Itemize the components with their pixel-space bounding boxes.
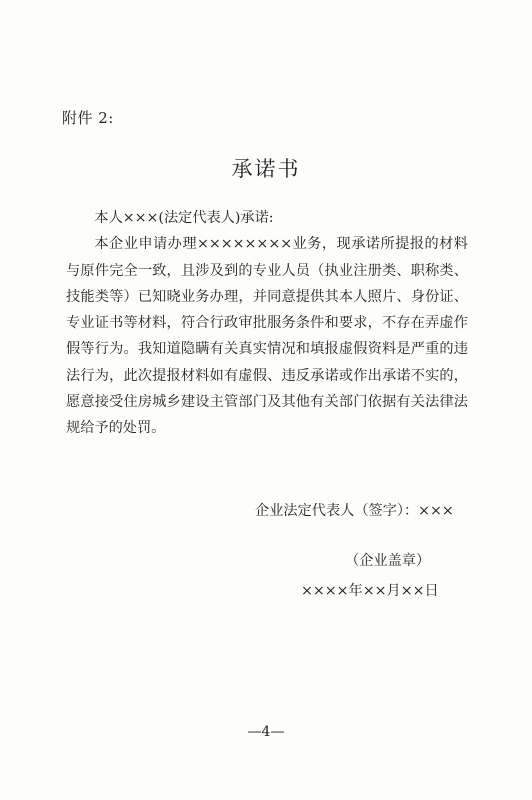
body-paragraph-intro: 本人×××(法定代表人)承诺:	[94, 210, 274, 226]
date-line: ××××年××月××日	[301, 583, 439, 599]
signature-line: 企业法定代表人（签字）：×××	[255, 503, 454, 519]
document-body	[66, 205, 468, 442]
page-number: —4—	[247, 724, 285, 740]
attachment-label: 附件 2:	[62, 109, 114, 127]
seal-line: （企业盖章）	[345, 553, 431, 569]
document-title: 承诺书	[231, 157, 301, 181]
body-paragraph-commitment: 本企业申请办理××××××××业务，现承诺所提报的材料与原件完全一致，且涉及到的专业人员（执业注册类、职称类、技能类等）已知晓业务办理，并同意提供其本人照片、身份证、专业证书等材料，符合行政审批服务条件和要求，不存在弄虚作假等行为。我知道隐瞒有关真实情况和填报虚假资料是严重的违法行为，此次提报材料如有虚假、违反承诺或作出承诺不实的，愿意接受住房城乡建设主管部门及其他有关部门依据有关法律法规给予的处罚。	[66, 236, 468, 437]
